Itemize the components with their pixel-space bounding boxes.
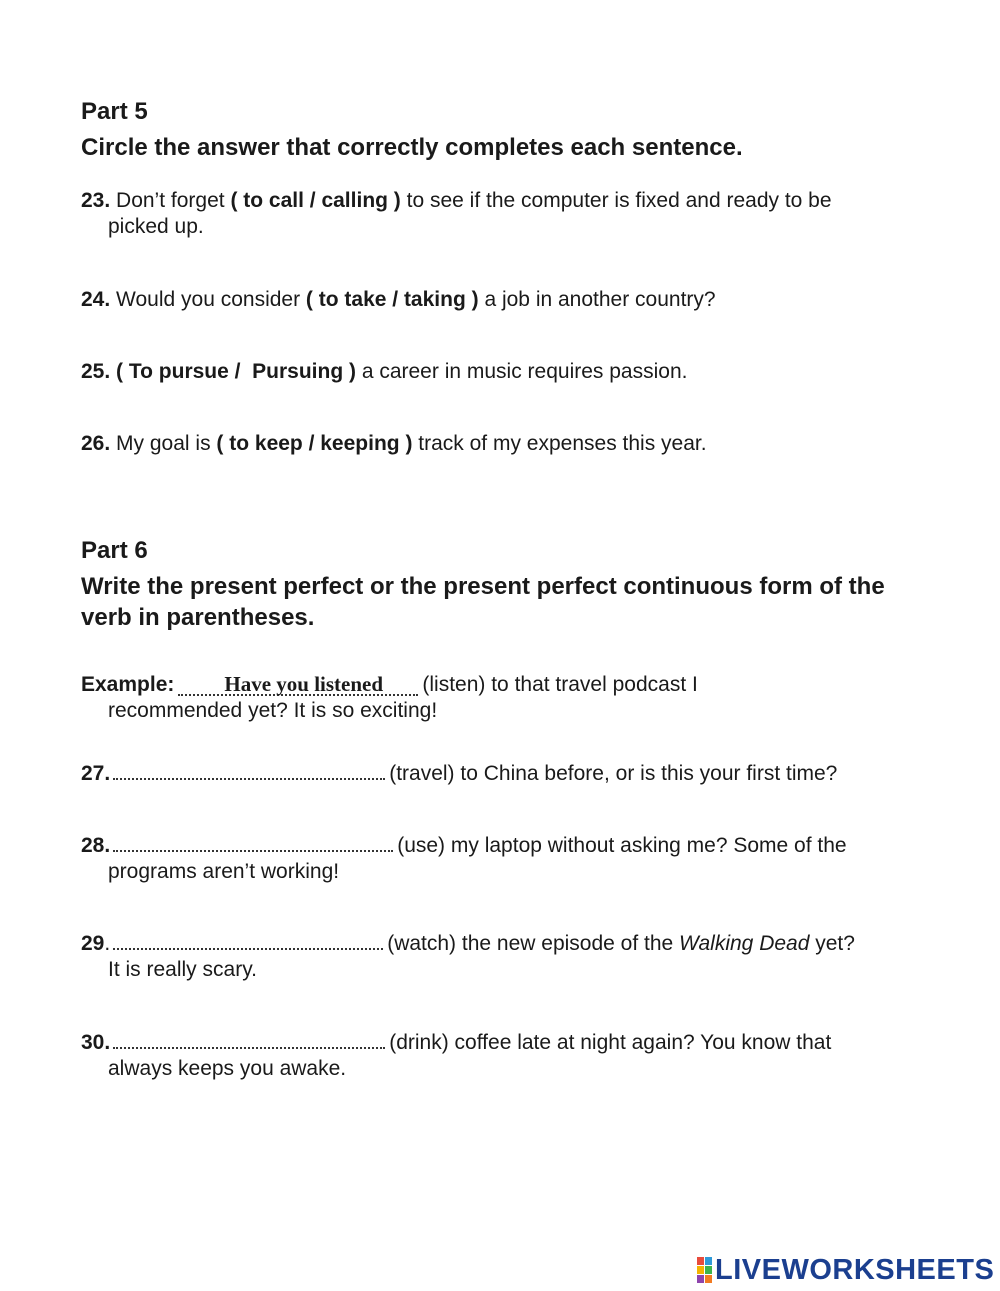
logo-square	[697, 1257, 704, 1265]
logo-square	[705, 1275, 712, 1283]
answer-choices[interactable]: ( To pursue / Pursuing )	[110, 360, 356, 383]
example	[81, 672, 921, 724]
question-number-dot: .	[104, 932, 111, 955]
question-28	[81, 833, 921, 885]
logo-square	[705, 1266, 712, 1274]
question-text: (listen) to that travel podcast I	[422, 673, 698, 696]
question-number: 28.	[81, 834, 111, 857]
liveworksheets-logo-icon	[697, 1257, 712, 1283]
logo-text: LIVEWORKSHEETS	[715, 1254, 995, 1286]
answer-choices[interactable]: ( to take / taking )	[305, 288, 479, 311]
question-number: 30.	[81, 1031, 111, 1054]
answer-blank[interactable]	[113, 778, 385, 780]
logo-square	[697, 1275, 704, 1283]
liveworksheets-logo[interactable]	[697, 1255, 994, 1285]
example-answer: Have you listened	[178, 674, 418, 696]
question-text-continued: It is really scary.	[108, 958, 257, 981]
question-26	[81, 431, 921, 457]
answer-choices[interactable]: ( to keep / keeping )	[216, 432, 413, 455]
question-text: track of my expenses this year.	[412, 432, 707, 455]
logo-square	[705, 1257, 712, 1265]
question-23	[81, 188, 921, 240]
question-text: My goal is	[110, 432, 217, 455]
question-25	[81, 359, 921, 385]
question-text: to see if the computer is fixed and ready to be	[400, 189, 832, 212]
part-5-instruction: Circle the answer that correctly completes each sentence.	[81, 134, 743, 161]
question-text-continued: programs aren’t working!	[108, 860, 340, 883]
question-27	[81, 761, 921, 787]
question-number: 26.	[81, 432, 111, 455]
question-text: (drink) coffee late at night again? You know that	[389, 1031, 832, 1054]
question-text: yet?	[809, 932, 855, 955]
question-number: 25.	[81, 360, 111, 383]
question-number: 24.	[81, 288, 111, 311]
question-text: (watch) the new episode of the	[387, 932, 680, 955]
logo-square	[697, 1266, 704, 1274]
show-title: Walking Dead	[679, 932, 810, 955]
question-30	[81, 1030, 921, 1082]
question-text-continued: always keeps you awake.	[108, 1057, 347, 1080]
question-text: Would you consider	[110, 288, 306, 311]
question-text: a career in music requires passion.	[355, 360, 688, 383]
answer-blank[interactable]	[113, 850, 393, 852]
question-text-continued: picked up.	[108, 215, 204, 238]
question-29	[81, 931, 921, 983]
question-number: 27.	[81, 762, 111, 785]
answer-blank[interactable]	[113, 1047, 385, 1049]
part-6-instruction: Write the present perfect or the present perfect continuous form of the verb in parentheses.	[81, 573, 885, 631]
question-text: (travel) to China before, or is this your first time?	[389, 762, 838, 785]
question-text: a job in another country?	[478, 288, 716, 311]
part-6-title: Part 6	[81, 537, 148, 564]
question-number: 29	[81, 932, 105, 955]
question-text: Don’t forget	[110, 189, 231, 212]
answer-choices[interactable]: ( to call / calling )	[230, 189, 401, 212]
example-label: Example:	[81, 673, 175, 696]
answer-blank[interactable]	[113, 948, 383, 950]
question-number: 23.	[81, 189, 111, 212]
question-text-continued: recommended yet? It is so exciting!	[108, 699, 438, 722]
question-text: (use) my laptop without asking me? Some of the	[397, 834, 847, 857]
question-24	[81, 287, 921, 313]
part-5-title: Part 5	[81, 98, 148, 125]
